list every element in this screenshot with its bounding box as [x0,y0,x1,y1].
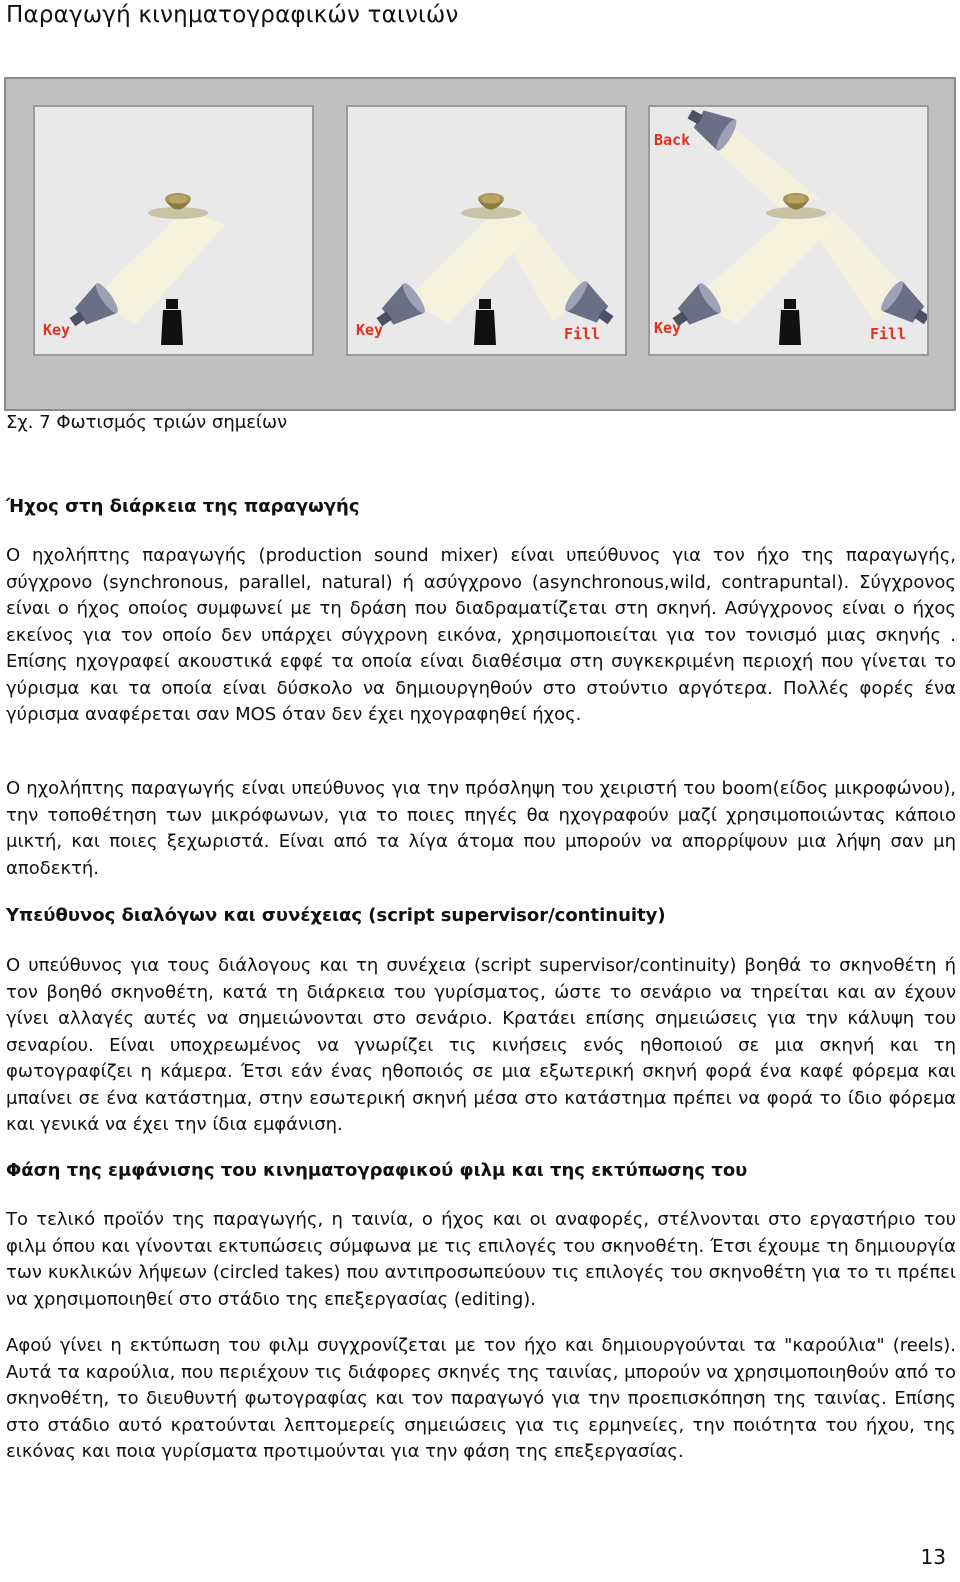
key-light-label: Key [43,321,71,339]
paragraph-sound-2: Ο ηχολήπτης παραγωγής είναι υπεύθυνος για την πρόσληψη του χειριστή του boom(είδος μικροφώνου), την τοποθέτηση των μικρόφωνων, για το ποιες πηγές θα ηχογραφούν μαζί χρησιμοποιώντας κάποιο μικτή, και ποιες ξεχωριστά. Είναι από τα λίγα άτομα που μπορούν να απορρίψουν μια λήψη σαν μη αποδεκτή. [6,778,956,879]
fill-light-label: Fill [564,325,601,343]
camera-icon [779,299,801,345]
page-header-title: Παραγωγή κινηματογραφικών ταινιών [6,2,459,28]
subject-rim [482,195,500,203]
section-heading-script-supervisor: Υπεύθυνος διαλόγων και συνέχειας (script supervisor/continuity) [6,905,666,926]
three-point-lighting-figure [4,77,956,411]
lighting-panel-key [33,105,314,356]
camera-icon [161,299,183,345]
lighting-panel-key-fill [346,105,627,356]
lighting-diagram-back-key-fill [650,107,927,354]
section-heading-film-printing: Φάση της εμφάνισης του κινηματογραφικού φιλμ και της εκτύπωσης του [6,1160,748,1181]
lighting-panel-back-key-fill [648,105,929,356]
key-light-label: Key [356,321,384,339]
paragraph-script-supervisor: Ο υπεύθυνος για τους διάλογους και τη συνέχεια (script supervisor/continuity) βοηθά το σκηνοθέτη ή τον βοηθό σκηνοθέτη, κατά τη διάρκεια του γυρίσματος, ώστε το σενάριο να τηρείται και αν έχουν γίνει αλλαγές αυτές να σημειώνονται στο σενάριο. Κρατάει επίσης σημειώσεις για την κάλυψη του σεναρίου. Είναι υποχρεωμένος να γνωρίζει τις κινήσεις ενός ηθοποιού σε μια σκηνή και τη φωτογραφίζει η κάμερα. Έτσι εάν ένας ηθοποιός σε μια εξωτερική σκηνή φορά ένα καφέ φόρεμα και μπαίνει σε ένα κατάστημα, στην εσωτερική σκηνή μέσα στο κατάστημα πρέπει να φορά το ίδιο φόρεμα και γενικά να έχει την ίδια εμφάνιση. [6,955,956,1135]
subject-rim [787,195,805,203]
lighting-diagram-key-fill [348,107,625,354]
page-number: 13 [920,1545,946,1569]
lighting-diagram-key [35,107,312,354]
camera-icon [474,299,496,345]
paragraph-film-printing-1: Το τελικό προϊόν της παραγωγής, η ταινία, ο ήχος και οι αναφορές, στέλνονται στο εργαστήριο του φιλμ όπου και γίνονται εκτυπώσεις σύμφωνα με τις επιλογές του σκηνοθέτη. Έτσι έχουμε τη δημιουργία των κυκλικών λήψεων (circled takes) που αντιπροσωπεύουν τις επιλογές του σκηνοθέτη για το τι πρέπει να χρησιμοποιηθεί στο στάδιο της επεξεργασίας (editing). [6,1209,956,1310]
subject-rim [169,195,187,203]
fill-light-label: Fill [870,325,907,343]
section-heading-sound: Ήχος στη διάρκεια της παραγωγής [6,496,360,517]
paragraph-sound-1: Ο ηχολήπτης παραγωγής (production sound mixer) είναι υπεύθυνος για τον ήχο της παραγωγής, σύγχρονο (synchronous, parallel, natural) ή ασύγχρονο (asynchronous,wild, contrapuntal). Σύγχρονος είναι ο ήχος οποίος συμφωνεί με τη δράση που διαδραματίζεται στη σκηνή. Ασύγχρονος είναι ο ήχος εκείνος για τον οποίο δεν υπάρχει σύγχρονη εικόνα, χρησιμοποιείται για τον τονισμό μιας σκηνής . Επίσης ηχογραφεί ακουστικά εφφέ τα οποία είναι διαθέσιμα στη συγκεκριμένη περιοχή που γίνεται το γύρισμα και τα οποία είναι δύσκολο να δημιουργηθούν στο στούντιο αργότερα. Πολλές φορές ένα γύρισμα αναφέρεται σαν MOS όταν δεν έχει ηχογραφηθεί ήχος. [6,545,956,725]
paragraph-film-printing-2: Αφού γίνει η εκτύπωση του φιλμ συγχρονίζεται με τον ήχο και δημιουργούνται τα "καρούλια" (reels). Αυτά τα καρούλια, που περιέχουν τις διάφορες σκηνές της ταινίας, μπορούν να χρησιμοποιηθούν από το σκηνοθέτη, το διευθυντή φωτογραφίας και τον παραγωγό για την προεπισκόπηση της ταινίας. Επίσης στο στάδιο αυτό κρατούνται λεπτομερείς σημειώσεις για τις ερμηνείες, την ποιότητα του ήχου, της εικόνας και ποια γυρίσματα προτιμούνται για την φάση της επεξεργασίας. [6,1335,956,1462]
key-light-label: Key [654,319,682,337]
figure-caption: Σχ. 7 Φωτισμός τριών σημείων [6,412,288,433]
back-light-label: Back [654,131,691,149]
